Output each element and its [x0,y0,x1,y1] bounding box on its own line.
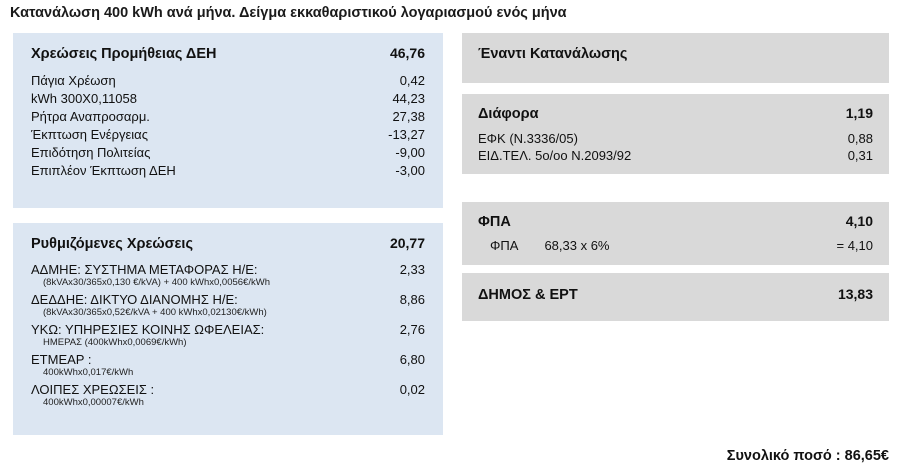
row-label: ΕΤΜΕΑΡ : [31,352,92,367]
row-value: 2,76 [399,322,425,337]
vat-header [478,213,873,230]
supply-charges-panel [13,33,443,208]
row-label: ΕΙΔ.ΤΕΛ. 5ο/οο Ν.2093/92 [478,148,632,163]
row-value: -9,00 [395,145,425,160]
vat-total: 4,10 [845,213,873,229]
row-label: Ρήτρα Αναπροσαρμ. [31,109,150,124]
row-label: ΑΔΜΗΕ: ΣΥΣΤΗΜΑ ΜΕΤΑΦΟΡΑΣ Η/Ε: [31,262,258,277]
list-item [31,381,425,409]
row-label: ΥΚΩ: ΥΠΗΡΕΣΙΕΣ ΚΟΙΝΗΣ ΩΦΕΛΕΙΑΣ: [31,322,265,337]
list-item [31,321,425,349]
vat-title: ΦΠΑ [478,214,511,230]
supply-charges-rows [31,72,425,179]
misc-charges-panel [462,94,889,174]
list-item [31,351,425,379]
list-item [478,147,873,164]
list-item [31,90,425,107]
row-value: 0,02 [399,382,425,397]
supply-charges-total: 46,76 [389,45,425,61]
row-label: Επιπλέον Έκπτωση ΔΕΗ [31,163,176,178]
regulated-charges-title: Ρυθμιζόμενες Χρεώσεις [31,236,193,252]
row-note: 400kWhx0,00007€/kWh [43,397,144,408]
row-value: 8,86 [399,292,425,307]
list-item [31,144,425,161]
supply-charges-title: Χρεώσεις Προμήθειας ΔΕΗ [31,46,217,62]
row-label: ΔΕΔΔΗΕ: ΔΙΚΤΥΟ ΔΙΑΝΟΜΗΣ Η/Ε: [31,292,238,307]
list-item [31,291,425,319]
row-note: (8kVAx30/365x0,130 €/kVA) + 400 kWhx0,0056€/kWh [43,277,270,288]
row-calculation: 68,33 x 6% [544,238,610,253]
list-item [478,237,873,254]
list-item [31,126,425,143]
regulated-charges-rows [31,261,425,409]
misc-charges-total: 1,19 [845,105,873,121]
row-value: 0,31 [847,148,873,163]
row-note: (8kVAx30/365x0,52€/kVA + 400 kWhx0,02130€/kWh) [43,307,267,318]
vat-rows [478,237,873,254]
row-value: 44,23 [392,91,425,106]
row-value: 0,88 [847,131,873,146]
row-label: ΛΟΙΠΕΣ ΧΡΕΩΣΕΙΣ : [31,382,155,397]
row-label: ΦΠΑ [490,238,519,253]
municipality-ert-total: 13,83 [837,286,873,302]
row-note: ΗΜΕΡΑΣ (400kWhx0,0069€/kWh) [43,337,187,348]
row-value: 0,42 [399,73,425,88]
row-note: 400kWhx0,017€/kWh [43,367,134,378]
consumption-panel [462,33,889,83]
regulated-charges-panel [13,223,443,435]
regulated-charges-header [31,235,425,252]
row-label: Πάγια Χρέωση [31,73,116,88]
row-value: -13,27 [388,127,425,142]
consumption-title: Έναντι Κατανάλωσης [478,46,628,62]
list-item [31,108,425,125]
row-value: -3,00 [395,163,425,178]
regulated-charges-total: 20,77 [389,235,425,251]
row-label: kWh 300X0,11058 [31,91,137,106]
municipality-ert-title: ΔΗΜΟΣ & ΕΡΤ [478,287,578,303]
consumption-header [478,46,873,62]
list-item [478,130,873,147]
row-label: Έκπτωση Ενέργειας [31,127,148,142]
list-item [31,261,425,289]
municipality-ert-panel [462,273,889,321]
list-item [31,72,425,89]
vat-panel [462,202,889,265]
misc-charges-header [478,105,873,122]
row-label: Επιδότηση Πολιτείας [31,145,151,160]
row-value: 27,38 [392,109,425,124]
page-title: Κατανάλωση 400 kWh ανά μήνα. Δείγμα εκκαθαριστικού λογαριασμού ενός μήνα [10,5,567,21]
grand-total: Συνολικό ποσό : 86,65€ [726,448,889,464]
supply-charges-header [31,45,425,62]
row-value: 6,80 [399,352,425,367]
list-item [31,162,425,179]
misc-charges-title: Διάφορα [478,106,539,122]
row-value: = 4,10 [836,238,873,253]
row-value: 2,33 [399,262,425,277]
municipality-ert-header [478,286,873,303]
misc-charges-rows [478,130,873,164]
row-label: ΕΦΚ (Ν.3336/05) [478,131,578,146]
